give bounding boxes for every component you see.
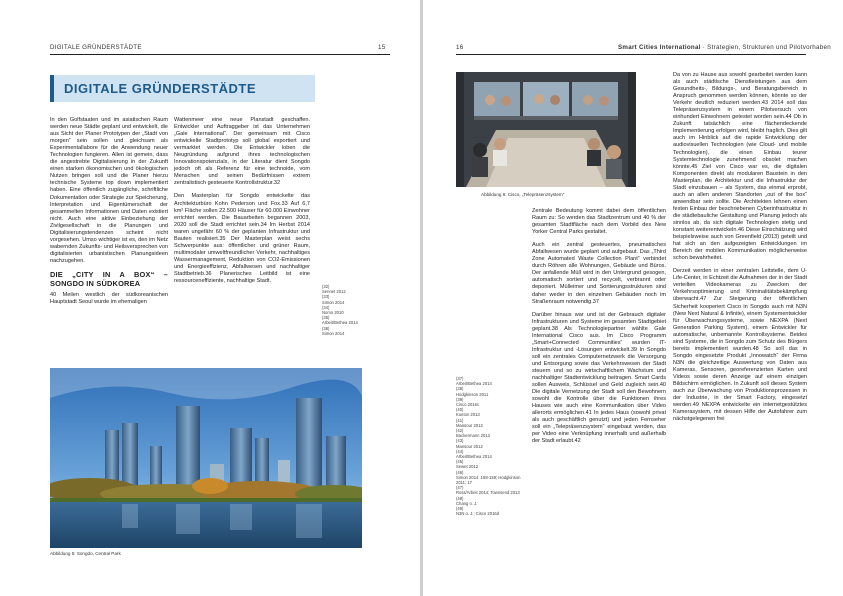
cisco-telepresence-photo <box>456 72 636 187</box>
margin-note: Cisco 2016c <box>456 402 480 408</box>
header-rule <box>50 54 390 55</box>
right-column-1 <box>532 208 666 452</box>
paragraph: Den Masterplan für Songdo entwickelte das Architekturbüro Kohn Pederson und Fox.33 Auf 6,7 km² Fläche sollen 22.500 Häuser für 60.000 Einwohner errichtet werden. Die Bauarbeiten begannen 2003, 2020 soll die Stadt errichtet sein.34 Im Herbst 2014 waren ungefähr 60 % der geplanten Infrastruktur und Bauten realisiert.35 Der Masterplan weist sechs Schwerpunkte aus: öffentlicher und grüner Raum, multimodaler umweltfreundlicher Verkehr, nachhaltiges Wassermanagement, Reduktion von CO2-Emissionen und Energieeffizienz, Abfallwesen und nachhaltiger Stadtbetrieb.36 Planerisches Leitbild ist eine ressourceneffiziente, nachhaltige Stadt. <box>174 193 310 285</box>
margin-note: Simon 2014 <box>322 330 345 336</box>
margin-note: Mansour 2012 <box>456 422 483 428</box>
margin-note: Simon 2014: 158-159; Hodgkinson 2011: 17 <box>456 474 521 486</box>
margin-note: (43) <box>456 438 464 444</box>
margin-note: (49) <box>456 506 464 512</box>
margin-note: (47) <box>456 485 464 491</box>
margin-note: Mansour 2012 <box>456 443 483 449</box>
running-head: DIGITALE GRÜNDERSTÄDTE <box>50 44 142 51</box>
margin-note: (36) <box>322 325 330 331</box>
margin-note: Hodgkinson 2011 <box>456 391 489 397</box>
running-head-rest: · Strategien, Strukturen und Pilotvorhaben <box>700 44 831 51</box>
left-column-1 <box>50 117 168 312</box>
margin-note: Arbeit/Bethea 2014 <box>456 454 492 460</box>
page-number: 16 <box>456 44 464 51</box>
running-head-bold: Smart Cities International <box>618 44 701 51</box>
margin-note: Simon 2014 <box>322 299 345 305</box>
margin-note: Backermann 2013 <box>456 433 490 439</box>
margin-note: (35) <box>322 315 330 321</box>
paragraph: Auch ein zentral gesteuertes, pneumatisches Abfallwesen wurde geplant und aufgebaut. Das „Third Zone Automated Waste Collection Plant“ verbindet durch Röhren alle Wohnungen, Gebäude und Büros. Der anfallende Müll wird in den Untergrund gesogen, automatisch sortiert und recycelt, verbrannt oder deponiert. Mülleimer und Sortierungsstrukturen sind daher weder in den einzelnen Gebäuden noch im Straßenraum notwendig.37 <box>532 242 666 305</box>
margin-note: Arbeit/Bethea 2014 <box>456 381 492 387</box>
paragraph: Darüber hinaus war und ist der Gebrauch digitaler Infrastrukturen und Systeme im gesamten Stadtgebiet geplant.38 Als Technologiepartner wählte Gale International Cisco aus. Im Cisco Programm „Smart+Connected Communities“ wurden IT-Infrastruktur und -Lösungen entwickelt.39 In Songdo soll ein zentrales Computernetzwerk die Versorgung und Entsorgung sowie das Verkehrswesen der Stadt steuern und so zu wirtschaftlichem Wachstum und nachhaltiger Stadtentwicklung beitragen. Smart Cards sollen Ausweis, Schlüssel und Geld zugleich sein.40 Die digitale Vernetzung der Stadt soll den Bewohnern sowohl die Kontrolle über die Funktionen ihres Hauses wie auch eine Kommunikation über Video allerorts ermöglichen.41 In jedes Haus (sowohl privat als auch geschäftlich genutzt) und jeden Fernseher soll ein „Telepräsenzsystem“ eingebaut werden, das per Video eine Verknüpfung innerhalb und außerhalb der Stadt erlaubt.42 <box>532 311 666 445</box>
margin-note: N3N o. J.; Cisco 2016d <box>456 511 500 517</box>
margin-note: Sennet 2012 <box>322 289 346 295</box>
paragraph: Da von zu Hause aus sowohl gearbeitet werden kann als auch städtische Dienstleistungen aus dem Gesundheits-, Bildungs-, und Beratungsbereich in Anspruch genommen werden können, könnte so der Verkehr deutlich reduziert werden.43 2014 soll das Telepräsenzsystem in einem Pilotversuch von einhundert Einwohnern getestet worden sein.44 Ob in Zukunft tatsächlich eine flächendeckende Implementierung erfolgen wird, bleibt fraglich. Dies gilt auch im Hinblick auf die rapide Entwicklung der audiovisuellen Technologien (wie Cloud- und mobile Technologien), die einen Einbau teurer Systemtechnologie zunehmend obsolet machen könnte.45 Ziel von Cisco war es, die digitalen Komponenten direkt als modularen Baustein in den Masterplan, die Architektur und die Infrastruktur der Stadt einzubauen – als System, das einmal erprobt, auch an allen anderen Standorten „out of the box“ anwendbar sein sollte. Die Architekten lehnen einen festen Einbau der beschriebenen Cyberinfrastruktur in die städtebauliche Gestaltung und Planung jedoch als sinnlos ab, da sich digitale Technologien stetig und konstant weiterentwickeln.46 Diese Einschätzung wird beispielsweise auch von Greenfield (2013) geteilt und hat sich an den aufgezeigten Entwicklungen im Bereich der mobilen Kommunikation möglicherweise schon bewahrheitet. <box>673 72 807 262</box>
margin-note: Chang o. J. <box>456 500 478 506</box>
margin-note: (39) <box>456 396 464 402</box>
songdo-central-park-photo <box>50 368 362 548</box>
margin-note: (33) <box>322 294 330 300</box>
left-column-2 <box>174 117 310 291</box>
margin-note: (37) <box>456 376 464 381</box>
margin-note: (45) <box>456 459 464 465</box>
section-title: DIGITALE GRÜNDERSTÄDTE <box>64 81 257 96</box>
section-banner <box>50 75 315 102</box>
margin-note: Arbeit/Bethea 2014 <box>322 320 358 326</box>
paragraph: In den Golfstaaten und im asiatischen Raum werden neue Städte geplant und entwickelt, die aus Sicht der Planer Prototypen der „Stadt von morgen“ sein sollen und gleichsam als Experimentallabore für die Anwendung neuer Technologien fungieren. Allen ist gemein, dass die angestrebte Digitalisierung in der Zukunft einen starken ökonomischen und ökologischen Nutzen bringen soll und die Planer hierzu technische Systeme top down implementiert haben. Eine öffentlich zugängliche, schriftliche Dokumentation oder Strategie zur Speicherung, Interpretation und Eigentümerschaft der gesammelten Informationen und Daten existiert nicht. Auch eine aktive Einbeziehung der Zivilgesellschaft in die Planungen und Digitalisierungstendenzen scheint nicht vorgesehen. Umso wichtiger ist es, den im Netz wabernden Zukunfts- und Heilsversprechen von digitalisierten urbanistischen Planungsideen nachzugehen. <box>50 117 168 264</box>
paragraph: Zentrale Bedeutung kommt dabei dem öffentlichen Raum zu: So werden das Stadtzentrum und 40 % der gesamten Stadtfläche nach dem Vorbild des New Yorker Central Parks gestaltet. <box>532 208 666 236</box>
margin-note: Ross/Arbeit 2014; Townsend 2013 <box>456 490 520 496</box>
margin-note: (44) <box>456 448 464 454</box>
figure-caption: Abbildung 6: Cisco, „Telepräsenzsystem“ <box>481 192 565 197</box>
header-rule <box>456 54 806 55</box>
figure-caption: Abbildung 5: Songdo, Central Park <box>50 551 121 556</box>
margin-note: (48) <box>456 495 464 501</box>
margin-note: (38) <box>456 386 464 392</box>
margin-note: (34) <box>322 304 330 310</box>
margin-note: Sewet 2012 <box>456 464 479 470</box>
margin-notes <box>322 284 382 336</box>
left-page <box>0 0 420 596</box>
margin-note: (40) <box>456 407 464 413</box>
subheading: DIE „CITY IN A BOX“ – SONGDO IN SÜDKOREA <box>50 269 168 288</box>
page-number: 15 <box>378 44 386 51</box>
margin-note: (46) <box>456 469 464 475</box>
paragraph: Wattenmeer eine neue Planstadt geschaffen. Entwickler und Auftraggeber ist das Unternehmen „Gale International“. Der gemeinsam mit Cisco entwickelte Stadtprototyp soll global exportiert und vermarktet werden. Die Entwickler loben die Neugründung aufgrund ihres technologischen Innovationspotenzials, in der Literatur dient Songdo jedoch oft als Referenz für eine technoide, vom Menschen und seinen Bedürfnissen extrem zentralistisch gesteuerte Kontrollstruktur.32 <box>174 117 310 187</box>
margin-note: (42) <box>456 428 464 434</box>
margin-notes <box>456 376 528 516</box>
margin-note: Nomo 2010 <box>322 310 344 316</box>
paragraph: Derzeit werden in einer zentralen Leitstelle, dem U-Life-Center, in Echtzeit die Aufnahmen der in der Stadt verteilten Videokameras zu Zwecken der Verkehrsoptimierung und Kriminalitätsbekämpfung überwacht.47 Zur Steigerung der öffentlichen Sicherheit kooperiert Cisco in Songdo auch mit N3N (New Next Natural & Infinite), einem Systementwickler für Überwachungssysteme, sowie NEXPA (Next Generation Parking System), einem Entwickler für automatische, unbemannte Kontrollsysteme. Beides sind Systeme, die in Songdo zum Schutz des Bürgers bereits implementiert wurden.48 So soll das in Songdo eingesetzte Produkt „Innowatch“ der Firma N3N die gleichzeitige Auswertung von Daten aus Kameras, Sensoren, georeferenzierten Karten und Videos sowie deren Anzeige auf einem einzigen Bildschirm ermöglichen. In Zukunft soll dieses System auch zur Überwachung von Produktionsprozessen in der Industrie, in der Smart Factory, eingesetzt werden.49 NEXPA entwickelte ein internetgestütztes Kamerasystem, mit dessen Hilfe der Autofahrer zum nächstgelegenen frei <box>673 268 807 423</box>
margin-note: (41) <box>456 417 464 423</box>
running-head <box>618 44 831 51</box>
margin-note: Koeton 2013 <box>456 412 480 418</box>
right-page <box>423 0 843 596</box>
right-column-2 <box>673 72 807 429</box>
margin-note: (32) <box>322 284 330 289</box>
paragraph: 40 Meilen westlich der südkoreanischen Hauptstadt Seoul wurde im ehemaligen <box>50 292 168 306</box>
